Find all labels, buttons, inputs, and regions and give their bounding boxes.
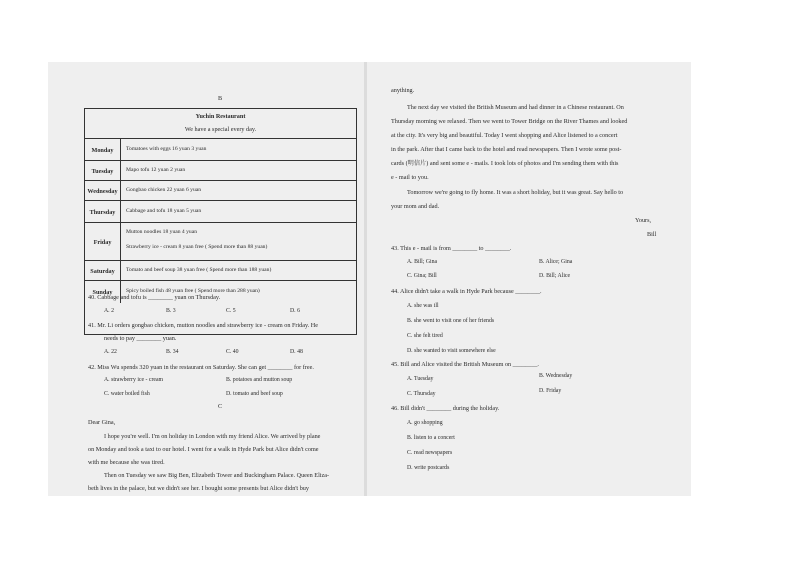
letter-line: Dear Gina, [88, 419, 116, 426]
day-label: Sunday [85, 281, 121, 303]
question-43: 43. This e - mail is from ________ to ________. [391, 245, 512, 252]
menu-row-monday [85, 138, 356, 161]
day-label: Saturday [85, 261, 121, 281]
q43-option-d: D. Bill; Alice [539, 273, 571, 279]
q45-option-d: D. Friday [539, 388, 562, 394]
dish-text: Cabbage and tofu 18 yuan 5 yuan [126, 208, 202, 214]
q42-option-a: A. strawberry ice - cream [104, 377, 164, 383]
q41-option-c: C. 40 [226, 349, 239, 355]
day-label: Tuesday [85, 161, 121, 181]
left-exam-page [48, 62, 364, 496]
menu-row-wednesday [85, 180, 356, 201]
letter-line: e - mail to you. [391, 174, 429, 181]
letter-line: Then on Tuesday we saw Big Ben, Elizabeth Tower and Buckingham Palace. Queen Eliza- [104, 472, 330, 479]
q40-option-c: C. 5 [226, 308, 236, 314]
dish-text: Spicy boiled fish 48 yuan free ( Spend more than 288 yuan) [126, 288, 260, 294]
day-label: Monday [85, 139, 121, 161]
question-41: 41. Mr. Li orders gongbao chicken, mutton noodles and strawberry ice - cream on Friday. He [88, 322, 319, 329]
q45-option-b: B. Wednesday [539, 373, 573, 379]
dish-text: Tomatoes with eggs 16 yuan 3 yuan [126, 146, 207, 152]
q44-option-a: A. she was ill [407, 303, 439, 309]
dish-text: Gongbao chicken 22 yuan 6 yuan [126, 187, 202, 193]
dish-text: Mutton noodles 18 yuan 4 yuan [126, 229, 198, 235]
q40-option-a: A. 2 [104, 308, 114, 314]
question-44: 44. Alice didn't take a walk in Hyde Park because ________. [391, 288, 542, 295]
question-45: 45. Bill and Alice visited the British Museum on ________. [391, 361, 539, 368]
section-label-b: B [218, 95, 223, 102]
letter-line: anything. [391, 87, 415, 94]
letter-line: your mom and dad. [391, 203, 440, 210]
letter-line: The next day we visited the British Museum and had dinner in a Chinese restaurant. On [407, 104, 624, 111]
letter-signature: Bill [647, 231, 657, 238]
question-42: 42. Miss Wu spends 320 yuan in the restaurant on Saturday. She can get ________ for free. [88, 364, 314, 371]
letter-line: I hope you're well. I'm on holiday in London with my friend Alice. We arrived by plane [104, 433, 321, 440]
letter-line: cards (明信片) and sent some e - mails. I took lots of photos and I'm sending them with this [391, 160, 619, 167]
q46-option-c: C. read newspapers [407, 450, 453, 456]
dish-text: Mapo tofu 12 yuan 2 yuan [126, 167, 186, 173]
q43-option-b: B. Alice; Gina [539, 259, 573, 265]
question-41-cont: needs to pay ________ yuan. [104, 335, 177, 342]
dish-text: Strawberry ice - cream 8 yuan free ( Spend more than 88 yuan) [126, 244, 268, 250]
q40-option-b: B. 3 [166, 308, 176, 314]
q41-option-a: A. 22 [104, 349, 117, 355]
letter-line: at the city. It's very big and beautiful. Today I went shopping and Alice listened to a concert [391, 132, 618, 139]
q43-option-a: A. Bill; Gina [407, 259, 438, 265]
q45-option-a: A. Tuesday [407, 376, 434, 382]
q41-option-d: D. 48 [290, 349, 303, 355]
section-label-c: C [218, 403, 223, 410]
letter-line: on Monday and took a taxi to our hotel. I went for a walk in Hyde Park but Alice didn't come [88, 446, 319, 453]
q41-option-b: B. 34 [166, 349, 179, 355]
menu-row-thursday [85, 200, 356, 223]
q44-option-d: D. she wanted to visit somewhere else [407, 348, 496, 354]
question-46: 46. Bill didn't ________ during the holiday. [391, 405, 500, 412]
q42-option-b: B. potatoes and mutton soup [226, 377, 293, 383]
day-label: Friday [85, 223, 121, 261]
q42-option-c: C. water boiled fish [104, 391, 150, 397]
letter-line: Tomorrow we're going to fly home. It was a short holiday, but it was great. Say hello to [407, 189, 624, 196]
dish-text: Tomato and beef soup 38 yuan free ( Spend more than 188 yuan) [126, 267, 272, 273]
letter-line: Thursday morning we relaxed. Then we went to Tower Bridge on the River Thames and looked [391, 118, 628, 125]
day-label: Thursday [85, 201, 121, 223]
q44-option-b: B. she went to visit one of her friends [407, 318, 495, 324]
q42-option-d: D. tomato and beef soup [226, 391, 283, 397]
menu-row-saturday [85, 260, 356, 281]
q45-option-c: C. Thursday [407, 391, 436, 397]
special-note: We have a special every day. [184, 126, 257, 133]
right-exam-page [367, 62, 691, 496]
q46-option-d: D. write postcards [407, 465, 450, 471]
day-label: Wednesday [85, 181, 121, 201]
letter-line: with me because she was tired. [88, 459, 165, 466]
q44-option-c: C. she felt tired [407, 333, 443, 339]
letter-line: in the park. After that I came back to the hotel and read newspapers. Then I wrote some post- [391, 146, 622, 153]
q46-option-b: B. listen to a concert [407, 435, 455, 441]
question-40: 40. Cabbage and tofu is ________ yuan on Thursday. [88, 294, 221, 301]
q46-option-a: A. go shopping [407, 420, 443, 426]
q40-option-d: D. 6 [290, 308, 300, 314]
menu-row-tuesday [85, 160, 356, 181]
restaurant-title: Yuchin Restaurant [195, 113, 246, 120]
menu-row-friday [85, 222, 356, 261]
letter-closing: Yours, [635, 217, 652, 224]
letter-line: beth lives in the palace, but we didn't see her. I bought some presents but Alice didn't buy [88, 485, 309, 492]
q43-option-c: C. Gina; Bill [407, 273, 437, 279]
